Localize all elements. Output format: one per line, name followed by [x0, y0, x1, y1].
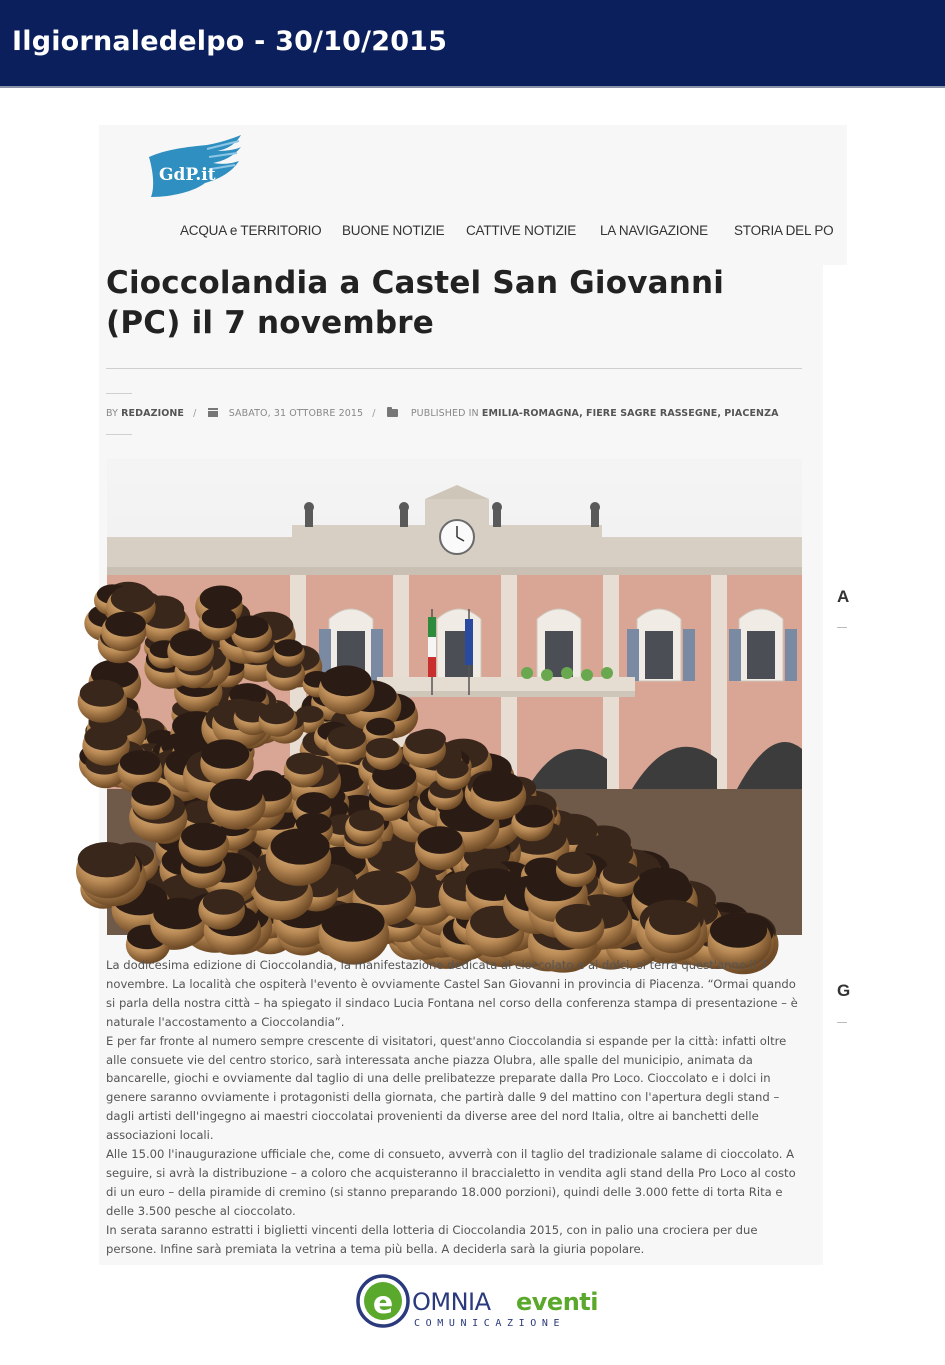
folder-icon	[387, 409, 398, 417]
category-link[interactable]: EMILIA-ROMAGNA	[481, 408, 580, 419]
header-banner	[0, 0, 945, 88]
author-link[interactable]: REDAZIONE	[121, 408, 185, 419]
category-link[interactable]: FIERE SAGRE RASSEGNE	[585, 408, 718, 419]
published-label: PUBLISHED IN	[410, 408, 479, 419]
nav-item-acqua[interactable]: ACQUA e TERRITORIO	[180, 223, 322, 238]
sidebar-divider	[837, 627, 847, 628]
brand-tagline: COMUNICAZIONE	[414, 1318, 566, 1329]
article-body	[106, 956, 806, 1259]
site-logo[interactable]	[147, 135, 243, 205]
article-title: Cioccolandia a Castel San Giovanni (PC) il 7 novembre	[106, 265, 725, 341]
main-nav	[99, 223, 847, 243]
banner-title: Ilgiornaledelpo - 30/10/2015	[12, 26, 448, 57]
omnia-eventi-logo-graphic	[356, 1274, 601, 1330]
article-clipping	[99, 125, 851, 1265]
logo-letter: e	[372, 1286, 394, 1321]
sidebar	[823, 265, 851, 1265]
brand-accent: eventi	[516, 1288, 598, 1316]
sidebar-heading-a: A	[837, 587, 850, 606]
article-paragraph: E per far fronte al numero sempre crescente di visitatori, quest'anno Cioccolandia si espande per la città: infatti oltre alle consuete vie del centro storico, sarà interessata anche piazza Olubra, alle spalle del municipio, animata da bancarelle, giochi e ovviamente dal taglio di una delle prelibatezze preparate dalla Pro Loco. Cioccolato e i dolci in genere saranno ovviamente i protagonisti della giornata, che partirà dalle 9 del mattino con l'apertura degli stand – dagli artisti dell'ingegno ai maestri cioccolatai provenienti da diverse aree del nord Italia, oltre ai banchetti delle associazioni locali.	[106, 1033, 787, 1143]
article-date: SABATO, 31 OTTOBRE 2015	[228, 408, 364, 419]
brand-main: OMNIA	[412, 1288, 491, 1316]
article-paragraph: La dodicesima edizione di Cioccolandia, la manifestazione dedicata al cioccolato e ai dolci, si terrà quest'anno il 7 novembre. La località che ospiterà l'evento è ovviamente Castel San Giovanni in provincia di Piacenza. “Ormai quando si parla della nostra città – ha spiegato il sindaco Lucia Fontana nel corso della conferenza stampa di presentazione – è naturale l'accostamento a Cioccolandia”.	[106, 958, 798, 1029]
omnia-eventi-logo	[356, 1274, 601, 1330]
by-label: BY	[106, 408, 119, 419]
article-photo[interactable]	[107, 459, 802, 935]
article-meta: BY REDAZIONE / SABATO, 31 OTTOBRE 2015 / PUBLISHED IN EMILIA-ROMAGNA, FIERE SAGRE RASSEGNE, PIACENZA	[106, 408, 779, 419]
meta-top-rule	[106, 393, 132, 394]
article-paragraph: In serata saranno estratti i biglietti vincenti della lotteria di Cioccolandia 2015, con in palio una crociera per due persone. Infine sarà premiata la vetrina a tema più bella. A deciderla sarà la giuria popolare.	[106, 1222, 758, 1256]
article-paragraph: Alle 15.00 l'inaugurazione ufficiale che, come di consueto, avverrà con il taglio del tradizionale salame di cioccolato. A seguire, si avrà la distribuzione – a coloro che acquisteranno il braccialetto in vendita agli stand della Pro Loco al costo di un euro – della piramide di cremino (si stanno preparando 18.000 porzioni), quindi delle 3.000 fette di torta Rita e delle 3.500 pesche al cioccolato.	[106, 1147, 796, 1218]
nav-item-navigazione[interactable]: LA NAVIGAZIONE	[600, 223, 708, 238]
title-divider	[106, 368, 802, 369]
sidebar-heading-g: G	[837, 981, 851, 1000]
sidebar-divider	[837, 1022, 847, 1023]
meta-bottom-rule	[106, 434, 132, 435]
nav-item-buone-notizie[interactable]: BUONE NOTIZIE	[342, 223, 445, 238]
logo-text: GdP.it	[159, 165, 216, 185]
calendar-icon	[208, 408, 218, 417]
nav-item-storia-del-po[interactable]: STORIA DEL PO	[734, 223, 834, 238]
category-link[interactable]: PIACENZA	[724, 408, 779, 419]
nav-item-cattive-notizie[interactable]: CATTIVE NOTIZIE	[466, 223, 577, 238]
